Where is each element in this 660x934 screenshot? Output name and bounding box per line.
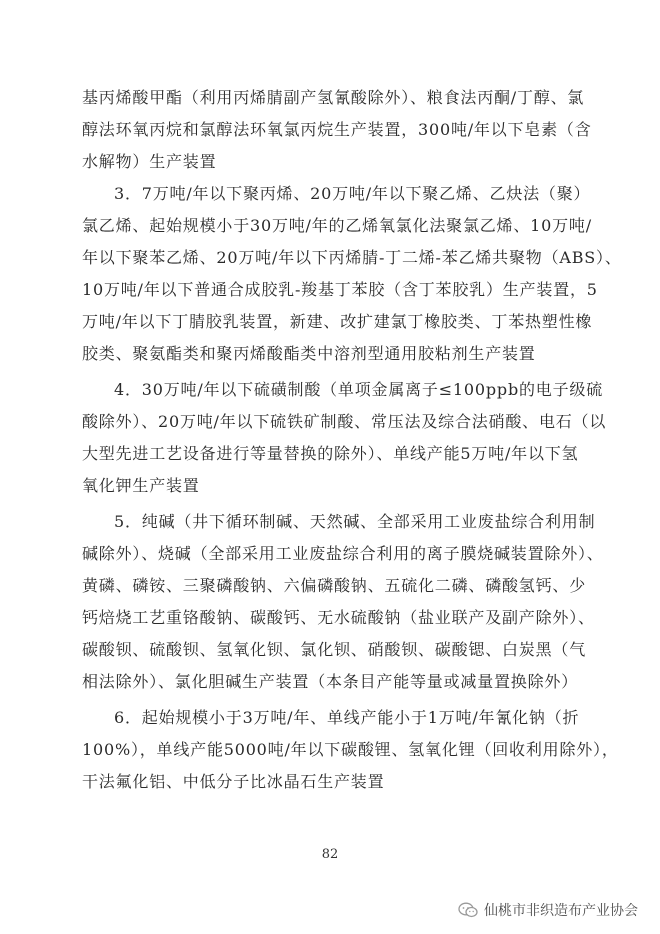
text-line: 钙焙烧工艺重铬酸钠、碳酸钙、无水硫酸钠（盐业联产及副产除外）、	[82, 608, 595, 627]
page-number: 82	[321, 847, 339, 862]
text-line: 氯乙烯、起始规模小于30万吨/年的乙烯氧氯化法聚氯乙烯、10万吨/	[82, 216, 592, 235]
text-line: 醇法环氧丙烷和氯醇法环氧氯丙烷生产装置，300吨/年以下皂素（含	[82, 120, 592, 139]
paragraph-item-3	[82, 178, 622, 370]
text-line: 10万吨/年以下普通合成胶乳-羧基丁苯胶（含丁苯胶乳）生产装置，5	[82, 280, 598, 299]
text-line: 碳酸钡、硫酸钡、氢氧化钡、氯化钡、硝酸钡、碳酸锶、白炭黑（气	[82, 640, 587, 659]
text-line: 5．纯碱（井下循环制碱、天然碱、全部采用工业废盐综合利用制	[114, 512, 596, 531]
text-line: 年以下聚苯乙烯、20万吨/年以下丙烯腈-丁二烯-苯乙烯共聚物（ABS）、	[82, 248, 622, 267]
text-line: 万吨/年以下丁腈胶乳装置，新建、改扩建氯丁橡胶类、丁苯热塑性橡	[82, 312, 593, 331]
paragraph-item-4	[82, 374, 607, 502]
text-line: 100%），单线产能5000吨/年以下碳酸锂、氢氧化锂（回收利用除外），	[82, 740, 619, 759]
watermark	[458, 900, 638, 920]
text-line: 氧化钾生产装置	[82, 476, 200, 495]
text-line: 4．30万吨/年以下硫磺制酸（单项金属离子≤100ppb的电子级硫	[114, 380, 604, 399]
text-line: 相法除外）、氯化胆碱生产装置（本条目产能等量或减量置换除外）	[82, 672, 579, 691]
paragraph-item-6	[82, 702, 619, 798]
text-line: 基丙烯酸甲酯（利用丙烯腈副产氢氰酸除外）、粮食法丙酮/丁醇、氯	[82, 88, 585, 107]
text-line: 胶类、聚氨酯类和聚丙烯酸酯类中溶剂型通用胶粘剂生产装置	[82, 344, 536, 363]
text-line: 3．7万吨/年以下聚丙烯、20万吨/年以下聚乙烯、乙炔法（聚）	[114, 184, 591, 203]
text-line: 大型先进工艺设备进行等量替换的除外）、单线产能5万吨/年以下氢	[82, 444, 579, 463]
text-line: 6．起始规模小于3万吨/年、单线产能小于1万吨/年氰化钠（折	[114, 708, 580, 727]
watermark-text: 仙桃市非织造布产业协会	[484, 903, 638, 919]
text-line: 酸除外）、20万吨/年以下硫铁矿制酸、常压法及综合法硝酸、电石（以	[82, 412, 607, 431]
text-line: 干法氟化铝、中低分子比冰晶石生产装置	[82, 772, 385, 791]
text-line: 碱除外）、烧碱（全部采用工业废盐综合利用的离子膜烧碱装置除外）、	[82, 544, 604, 563]
document-body	[82, 82, 622, 798]
text-line: 水解物）生产装置	[82, 152, 217, 171]
paragraph-item-5	[82, 506, 604, 698]
paragraph-continuation	[82, 82, 592, 178]
wechat-icon	[458, 902, 478, 918]
text-line: 黄磷、磷铵、三聚磷酸钠、六偏磷酸钠、五硫化二磷、磷酸氢钙、少	[82, 576, 587, 595]
